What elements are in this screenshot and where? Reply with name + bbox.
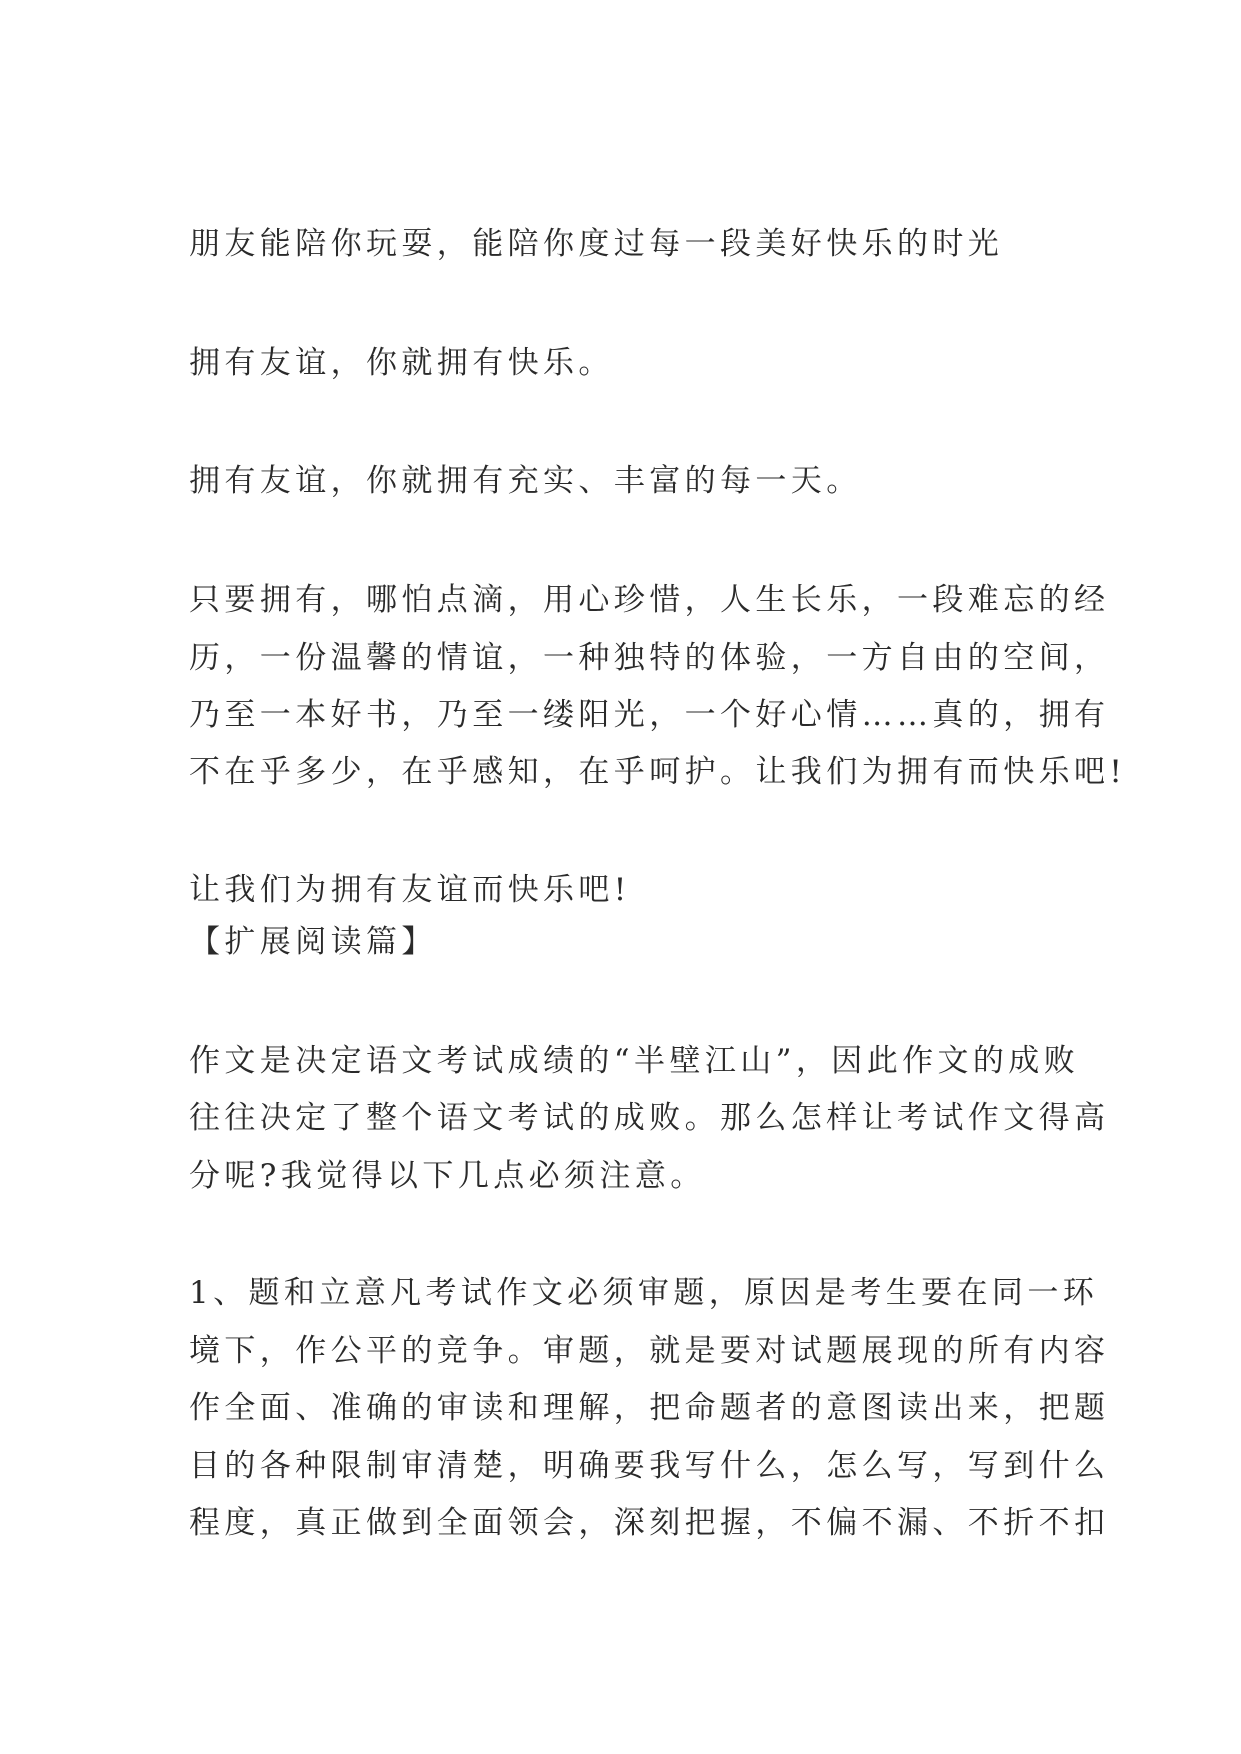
paragraph-line: 作文是决定语文考试成绩的“半壁江山”，因此作文的成败 — [189, 1043, 1080, 1079]
paragraph-line: 境下，作公平的竞争。审题，就是要对试题展现的所有内容 — [189, 1333, 1110, 1369]
paragraph-line: 历，一份温馨的情谊，一种独特的体验，一方自由的空间， — [189, 640, 1110, 676]
paragraph-line: 分呢?我觉得以下几点必须注意。 — [189, 1158, 706, 1194]
paragraph-line: 朋友能陪你玩耍，能陪你度过每一段美好快乐的时光 — [189, 226, 1004, 262]
paragraph-line: 拥有友谊，你就拥有充实、丰富的每一天。 — [189, 463, 862, 499]
paragraph-line: 让我们为拥有友谊而快乐吧! — [189, 872, 631, 908]
paragraph-line: 拥有友谊，你就拥有快乐。 — [189, 345, 614, 381]
paragraph-line: 往往决定了整个语文考试的成败。那么怎样让考试作文得高 — [189, 1100, 1110, 1136]
paragraph-line: 不在乎多少，在乎感知，在乎呵护。让我们为拥有而快乐吧! — [189, 754, 1127, 790]
section-heading: 【扩展阅读篇】 — [189, 924, 437, 960]
paragraph-line: 目的各种限制审清楚，明确要我写什么，怎么写，写到什么 — [189, 1448, 1110, 1484]
paragraph-line: 作全面、准确的审读和理解，把命题者的意图读出来，把题 — [189, 1390, 1110, 1426]
paragraph-line: 只要拥有，哪怕点滴，用心珍惜，人生长乐，一段难忘的经 — [189, 582, 1110, 618]
paragraph-line: 乃至一本好书，乃至一缕阳光，一个好心情……真的，拥有 — [189, 697, 1110, 733]
paragraph-line: 1、题和立意凡考试作文必须审题，原因是考生要在同一环 — [189, 1275, 1099, 1311]
paragraph-line: 程度，真正做到全面领会，深刻把握，不偏不漏、不折不扣 — [189, 1505, 1110, 1541]
